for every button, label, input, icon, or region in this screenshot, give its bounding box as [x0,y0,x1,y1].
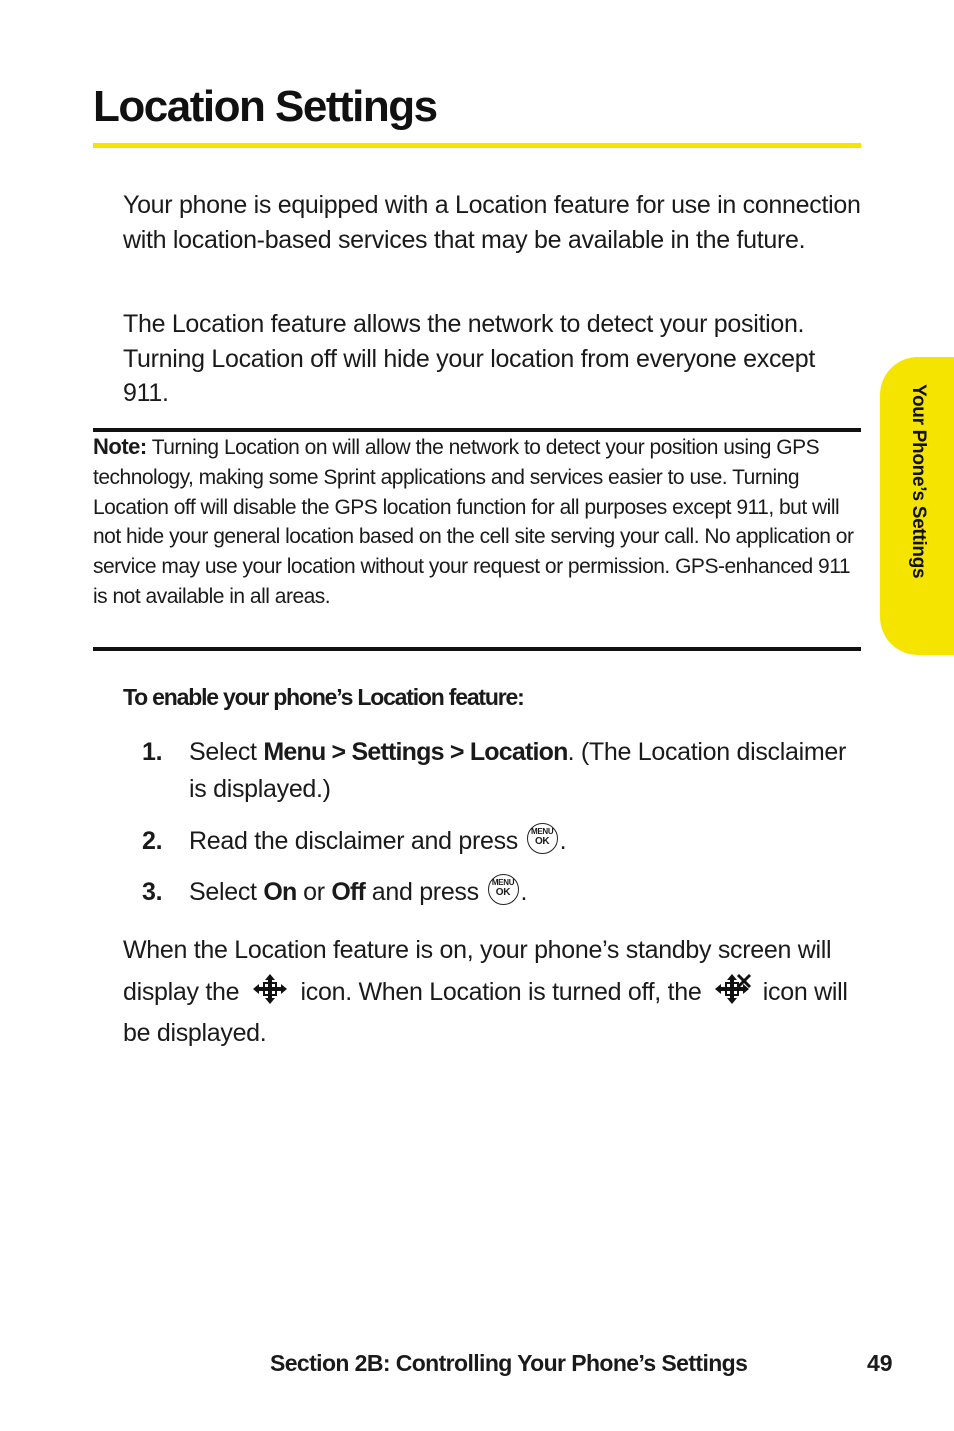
step-text [189,823,859,860]
option-on: On [263,878,297,906]
note-label: Note: [93,434,147,459]
step-text-post: . [520,878,528,906]
location-off-icon [712,973,752,1005]
step-text [189,734,859,808]
step-text-pre: Select [189,878,264,906]
side-tab-label: Your Phone’s Settings [908,384,929,579]
closing-paragraph [123,930,863,1055]
intro-paragraph-1: Your phone is equipped with a Location feature for use in connection with location-based services that may be available in the future. [123,191,861,254]
step-text-pre: Select [189,738,264,766]
key-label-top: MENU [530,826,554,836]
step-text-mid: and press [365,878,479,906]
step-number: 1. [142,738,163,766]
note-text: Turning Location on will allow the network to detect your position using GPS technology, making some Sprint applications and services easier to use. Turning Location off will disable the GPS location function for all purposes except 911, but will not hide your general location based on the cell site serving your call. No application or service may use your location without your request or permission. GPS-enhanced 911 is not available in all areas. [93,436,854,608]
menu-ok-key-icon [488,874,519,905]
step-text-pre: Read the disclaimer and press [189,827,518,855]
note-bottom-rule [93,647,861,651]
closing-text-3: icon will be displayed. [123,977,848,1047]
menu-ok-key-icon [527,823,558,854]
menu-path: Menu > Settings > Location [263,738,568,766]
page-title: Location Settings [93,82,437,131]
step-text-mid: or [296,878,332,906]
step-text [189,874,859,911]
location-on-icon [250,973,290,1005]
note-block [93,432,861,612]
footer-section-title: Section 2B: Controlling Your Phone’s Settings [270,1350,748,1376]
step-text-post: . [559,827,567,855]
key-label-top: MENU [491,877,515,887]
step-text-post: . (The Location disclaimer is displayed.) [189,738,847,803]
closing-text-1: When the Location feature is on, your phone’s standby screen will display the [123,936,832,1006]
step-number: 3. [142,878,163,906]
key-label-bottom: OK [495,886,511,898]
closing-text-2: icon. When Location is turned off, the [300,977,702,1006]
title-underline [93,143,861,148]
intro-paragraph-2: The Location feature allows the network to detect your position. Turning Location off will hide your location from everyone except 911. [123,310,815,407]
option-off: Off [331,878,366,906]
step-number: 2. [142,827,163,855]
page-number: 49 [867,1350,893,1376]
key-label-bottom: OK [534,835,550,847]
procedure-heading: To enable your phone’s Location feature: [123,684,524,710]
